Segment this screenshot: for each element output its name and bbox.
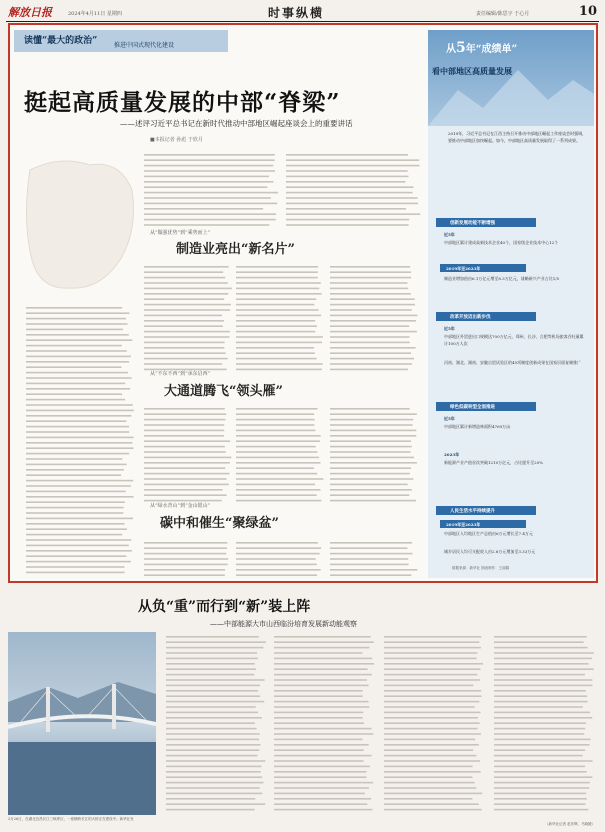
- series-name: 推进中国式现代化建设: [114, 42, 175, 49]
- page-number: 10: [578, 4, 597, 19]
- panel-block-3-text-1: 中部地区累计新增造林面积4769万亩: [444, 424, 511, 429]
- issue-date: 2024年4月11日 星期四: [68, 11, 122, 17]
- panel-block-4-text-1: 中部地区人均地区生产总值由6万元增长至7.4万元: [444, 531, 533, 536]
- bottom-article-body: [162, 632, 598, 818]
- section-3-kicker: 从“绿水青山”到“金山银山”: [150, 503, 211, 509]
- panel-title: 从5年“成绩单”: [446, 40, 518, 56]
- section-1-kicker: 从“做强优势”到“乘势而上”: [150, 230, 211, 236]
- section-2-title: 大通道腾飞“领头雁”: [164, 384, 283, 399]
- section-2-kicker: 从“不东不西”到“承东启西”: [150, 371, 211, 377]
- bottom-headline: 从负“重”而行到“新”装上阵: [138, 599, 311, 615]
- section-title: 时事纵横: [268, 6, 325, 20]
- main-subhead: ——述评习近平总书记在新时代推动中部地区崛起座谈会上的重要讲话: [120, 119, 353, 128]
- panel-block-3-head: 绿色低碳转型全面推进: [436, 402, 536, 411]
- series-banner: [14, 30, 228, 52]
- panel-block-2-year-1: 近5年: [444, 326, 455, 331]
- panel-block-1-head: 创新发展动能不断增强: [436, 218, 536, 227]
- bottom-subhead: ——中部能源大市山西临汾培育发展新动能观察: [210, 620, 357, 628]
- photo-caption: 3月26日，在湖北宜昌长江三峡库区，一座横跨长江的大桥正在建设中。新华社发: [8, 817, 134, 821]
- section-3-title: 碳中和催生“聚绿盆”: [160, 516, 279, 531]
- main-byline: ■本报记者 孙彪 于欣月: [150, 137, 203, 143]
- editor-credit: 责任编辑/陈思宇 于心月: [476, 11, 530, 17]
- section-1-title: 制造业亮出“新名片”: [176, 242, 295, 257]
- panel-subtitle: 看中部地区高质量发展: [432, 66, 512, 76]
- bridge-photo: [8, 632, 156, 815]
- panel-block-1-text-2: 制造业增加值由6.1万亿元增至8.3万亿元，战略新兴产业占比1/5: [444, 276, 560, 281]
- panel-block-4-year-1: 2019年至2023年: [440, 520, 526, 528]
- panel-block-2-head: 改革开放迈出新步伐: [436, 312, 536, 321]
- panel-intro: 2019年，习近平总书记在江西主持召开推动中部地区崛起工作座谈会时强调，要推动中部地区加快崛起。如今，中部地区高质量发展取得了一系列成果。: [448, 131, 587, 143]
- panel-block-2-text-2: 河南、湖北、湖南、安徽自贸试验区的45项制度创新成果在国家层面复制推广: [444, 360, 582, 365]
- panel-block-4-head: 人民生活水平持续提升: [436, 506, 536, 515]
- article-body-left-column: [24, 305, 136, 580]
- panel-block-2-text-1: 中部地区外贸进出口规模达700万亿元，郑州、长沙、合肥等机场旅客吞吐量累计100万人次: [444, 334, 584, 346]
- panel-block-3-text-2: 新能源产业产值首次突破1210万亿元，占比提升至20%: [444, 460, 544, 465]
- series-kicker: 读懂“最大的政治”: [24, 36, 98, 46]
- masthead: [6, 4, 599, 22]
- panel-credit: 数据来源：新华社 图表制作：王丽娟: [452, 566, 510, 570]
- newspaper-logo: 解放日报: [8, 6, 52, 19]
- panel-block-3-year-1: 近5年: [444, 416, 455, 421]
- bottom-credit: （新华社记者 赵东辉、马晓媛）: [545, 822, 596, 826]
- region-map-illustration: [20, 150, 140, 300]
- main-headline: 挺起高质量发展的中部“脊梁”: [24, 89, 341, 116]
- bridge-photo-graphic: [8, 632, 156, 815]
- panel-block-1-text-1: 中部地区累计建成高新技术企业40个，国家级企业技术中心12个: [444, 240, 559, 245]
- panel-block-1-year-1: 近5年: [444, 232, 455, 237]
- panel-block-4-text-2: 城乡居民人均可支配收入由2.6万元增加至3.33万元: [444, 549, 536, 554]
- panel-block-1-year-2: 2019年至2023年: [440, 264, 526, 272]
- panel-block-3-year-2: 2023年: [444, 452, 460, 457]
